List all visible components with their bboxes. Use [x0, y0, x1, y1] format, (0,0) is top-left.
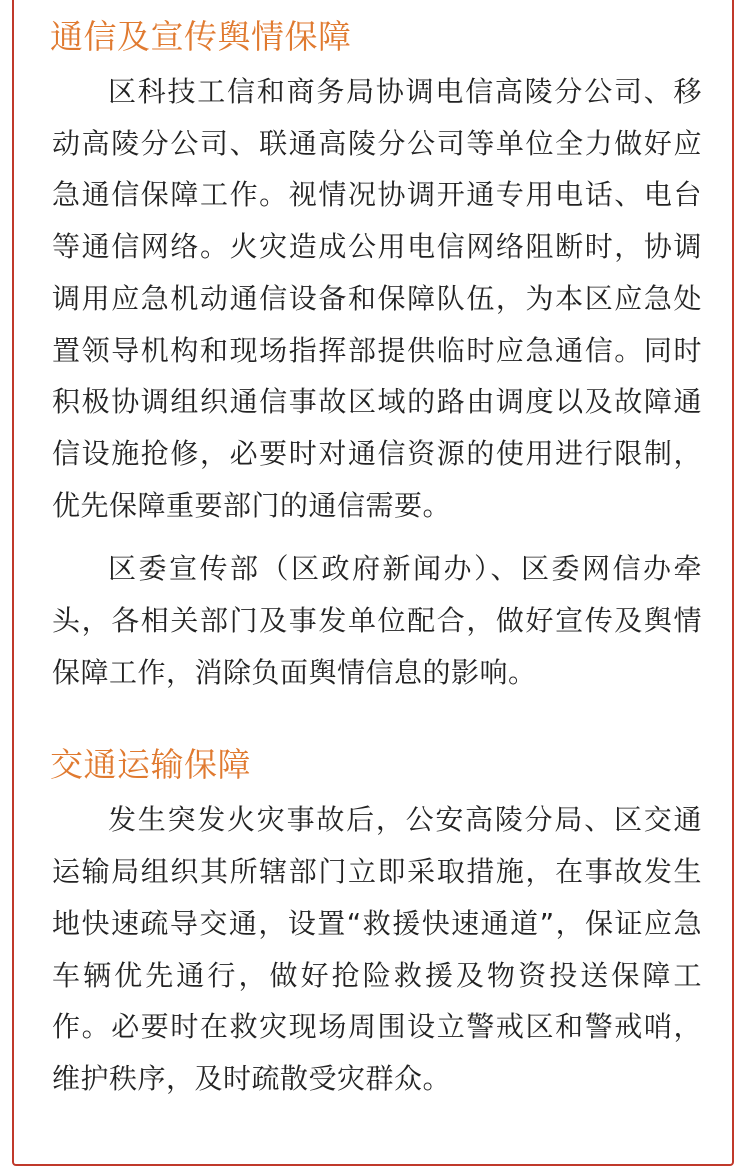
section-title-communications: 通信及宣传舆情保障 — [50, 17, 352, 56]
paragraph-communications-2: 区委宣传部（区政府新闻办）、区委网信办牵头，各相关部门及事发单位配合，做好宣传及舆情保障工作，消除负面舆情信息的影响。 — [52, 552, 702, 689]
section-transportation — [52, 740, 702, 1104]
document-content — [52, 12, 702, 1105]
paragraph-transportation-1: 发生突发火灾事故后，公安高陵分局、区交通运输局组织其所辖部门立即采取措施，在事故发生地快速疏导交通，设置“救援快速通道”，保证应急车辆优先通行，做好抢险救援及物资投送保障工作。必要时在救灾现场周围设立警戒区和警戒哨，维护秩序，及时疏散受灾群众。 — [52, 803, 702, 1095]
section-communications — [52, 12, 702, 698]
section-title-transportation: 交通运输保障 — [50, 745, 251, 785]
paragraph-communications-1: 区科技工信和商务局协调电信高陵分公司、移动高陵分公司、联通高陵分公司等单位全力做好应急通信保障工作。视情况协调开通专用电话、电台等通信网络。火灾造成公用电信网络阻断时，协调调用应急机动通信设备和保障队伍，为本区应急处置领导机构和现场指挥部提供临时应急通信。同时积极协调组织通信事故区域的路由调度以及故障通信设施抢修，必要时对通信资源的使用进行限制，优先保障重要部门的通信需要。 — [52, 75, 702, 522]
